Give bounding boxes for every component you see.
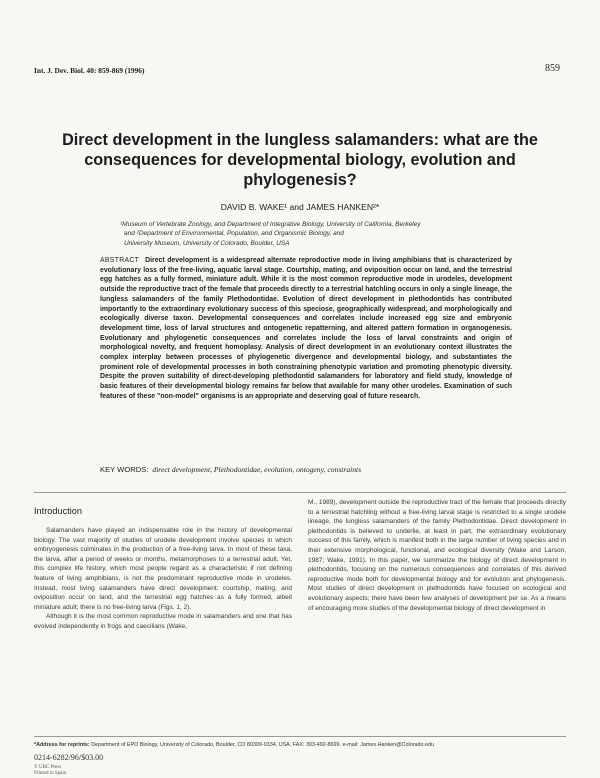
keywords-text: direct development, Plethodontidae, evolution, ontogeny, constraints <box>152 465 362 474</box>
keywords-label: KEY WORDS: <box>100 465 149 474</box>
affiliation-line-3: University Museum, University of Colorado, Boulder, USA <box>124 239 290 247</box>
affiliation-line-1: ¹Museum of Vertebrate Zoology, and Department of Integrative Biology, University of California, Berkeley <box>120 221 421 228</box>
reprint-footnote <box>34 742 568 748</box>
copyright-line: © UBC Press <box>34 765 62 770</box>
page-number: 859 <box>545 63 560 74</box>
printed-line: Printed in Spain <box>34 771 67 776</box>
affiliation-line-2: and ²Department of Environmental, Population, and Organismic Biology, and <box>124 230 344 238</box>
affiliations <box>120 220 520 248</box>
abstract <box>100 256 512 402</box>
footnote-divider <box>34 736 566 737</box>
abstract-text: Direct development is a widespread alternate reproductive mode in living amphibians that is characterized by evolutionary loss of the free-living, aquatic larval stage. Courtship, mating, and oviposition occur on land, and the terrestrial egg hatches as a fully formed, miniature adult. While it is the most common reproductive mode in urodeles, development outside the reproductive tract of the female that proceeds directly to a terrestrial hatchling occurs in only a single lineage, the lungless salamanders of the family Plethodontidae. Evolution of direct development in plethodontids has contributed importantly to the extraordinary evolutionary success of this speciose, geographically widespread, and morphologically and ecologically diverse taxon. Developmental consequences and correlates include increased egg size and embryonic development time, loss of larval structures and ontogenetic repatterning, and altered pattern formation in organogenesis. Evolutionary and phylogenetic consequences and correlates include the loss of larval constraints and origin of morphological novelty, and frequent homoplasy. Analysis of direct development in an evolutionary context illustrates the complex interplay between processes of phylogenetic divergence and developmental biology, and substantiates the prominent role of developmental processes in both constraining phenotypic variation and promoting phenotypic diversity. Despite the proven suitability of direct-developing plethodontid salamanders for laboratory and field study, knowledge of basic features of their developmental biology remains far below that available for many other urodeles. Examination of such features of these "non-model" organisms is an appropriate and deserving goal of future research. <box>100 257 512 400</box>
keywords <box>100 465 520 474</box>
section-divider <box>34 492 566 493</box>
section-heading: Introduction <box>34 506 83 516</box>
paragraph: Although it is the most common reproductive mode in salamanders and one that has evolved independently in frogs and caecilians (Wake, <box>34 613 292 630</box>
issn-code: 0214-6282/96/$03.00 <box>34 753 104 762</box>
journal-citation: Int. J. Dev. Biol. 40: 859-869 (1996) <box>34 66 145 75</box>
abstract-label: ABSTRACT <box>100 257 140 264</box>
paragraph: Salamanders have played an indispensable role in the history of developmental biology. The vast majority of studies of urodele development involve species in which embryogenesis culminates in the production of a free-living larva. In most of these taxa, the larva, after a period of weeks or months, metamorphoses to a terrestrial adult. Yet, this complex life history, which most people regard as a characteristic if not defining feature of living amphibians, is not the predominant reproductive mode in urodeles. Instead, most living salamanders have direct development: courtship, mating, and oviposition occur on land, and the terrestrial egg hatches as a fully formed, albeit miniature adult; there is no free-living larva (Figs. 1, 2). <box>34 527 292 611</box>
body-column-left <box>34 526 292 632</box>
author-list: DAVID B. WAKE¹ and JAMES HANKEN²* <box>220 202 380 212</box>
paragraph: M., 1989), development outside the reproductive tract of the female that proceeds directly to a terrestrial hatchling without a free-living larval stage is restricted to a single urodele lineage, the lungless salamanders of the family Plethodontidae. Direct development in plethodontids is believed to underlie, at least in part, the extraordinary evolutionary success of this family, which is manifest both in the large number of living species and in their extensive morphological, functional, and ecological diversity (Wake and Larson, 1987; Wake, 1991). In this paper, we summarize the biology of direct development in plethodontids, focusing on the numerous consequences and correlates of this derived reproductive mode both for developmental biology and for evolution and phylogenesis. Most studies of direct development in plethodontids have focused on ecological and evolutionary aspects; there have been few analyses of development per se. As a means of encouraging more studies of the developmental biology of direct development in <box>308 499 566 612</box>
body-column-right <box>308 498 566 613</box>
article-title: Direct development in the lungless salamanders: what are the consequences for developmental biology, evolution and phylogenesis? <box>62 131 538 189</box>
footnote-text: Department of EPO Biology, University of Colorado, Boulder, CO 80309-0334, USA. FAX: 303-492-8699. e-mail: James.Hanken@Colorado.edu <box>91 742 434 748</box>
footnote-label: *Address for reprints: <box>34 742 90 748</box>
